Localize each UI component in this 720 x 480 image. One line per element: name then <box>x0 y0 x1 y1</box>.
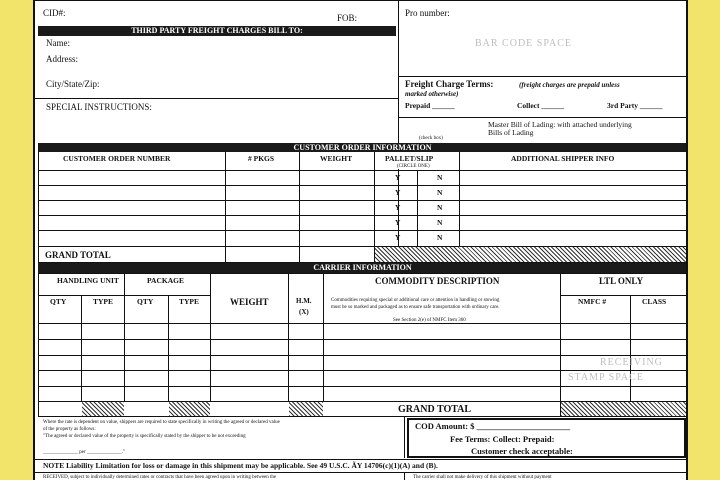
handling-qty-label: QTY <box>50 297 67 306</box>
pallet-choice-y[interactable]: Y <box>395 233 401 242</box>
prepaid-field[interactable]: Prepaid ______ <box>405 101 455 110</box>
third-party-field[interactable]: 3rd Party ______ <box>607 101 663 110</box>
pallet-choice-y[interactable]: Y <box>395 173 401 182</box>
city-state-zip-label: City/State/Zip: <box>46 79 100 89</box>
carrier-delivery-text: The carrier shall not make delivery of this shipment without payment <box>413 475 552 480</box>
fob-label: FOB: <box>337 13 358 23</box>
pro-number-label: Pro number: <box>405 8 450 18</box>
col-weight-text: WEIGHT <box>320 154 353 163</box>
pallet-choice-n[interactable]: N <box>437 173 443 182</box>
hazmat-label: H.M. <box>296 297 312 305</box>
package-type-total-hatch <box>169 402 210 416</box>
collect-field[interactable]: Collect ______ <box>517 101 564 110</box>
hazmat-total-hatch <box>289 402 323 416</box>
bill-of-lading-sheet <box>33 0 688 480</box>
freight-terms-note: (freight charges are prepaid unless <box>519 81 620 89</box>
nmfc-label: NMFC # <box>578 297 607 306</box>
cod-amount-field[interactable]: COD Amount: $ ______________________ <box>415 421 571 431</box>
receiving-stamp-space-2: STAMP SPACE <box>568 372 644 383</box>
received-text: RECEIVED, subject to individually determined rates or contracts that have been agreed upon in writing between the <box>43 475 277 480</box>
pallet-choice-n[interactable]: N <box>437 218 443 227</box>
handling-unit-label: HANDLING UNIT <box>57 276 119 285</box>
liability-note: NOTE Liability Limitation for loss or damage in this shipment may be applicable. See 49 U.S.C. ÃY 14706(c)(1)(A) and (B). <box>43 461 438 470</box>
handling-type-label: TYPE <box>93 297 114 306</box>
pallet-choice-y[interactable]: Y <box>395 218 401 227</box>
declared-value-note-3: "The agreed or declared value of the property is specifically stated by the shipper to be not exceeding <box>43 434 246 439</box>
address-label: Address: <box>46 54 78 64</box>
handling-type-total-hatch <box>82 402 124 416</box>
commodity-note-1: Commodities requiring special or additional care or attention in handling or stowing <box>331 298 500 303</box>
hazmat-x-label: (X) <box>299 308 309 316</box>
commodity-note-2: must be so marked and packaged as to ensure safe transportation with ordinary care. <box>331 305 500 310</box>
name-label: Name: <box>46 38 70 48</box>
declared-value-note-2: of the property as follows: <box>43 427 96 432</box>
customer-grand-total-label: GRAND TOTAL <box>45 250 111 260</box>
package-type-label: TYPE <box>179 297 200 306</box>
ltl-only-label: LTL ONLY <box>599 276 644 286</box>
ltl-total-hatch <box>561 402 686 416</box>
col-pkgs-text: # PKGS <box>248 154 275 163</box>
col-pallet-slip-text: PALLET/SLIP <box>385 154 434 163</box>
master-bol-label-2: Bills of Lading <box>488 128 534 137</box>
class-label: CLASS <box>642 297 667 306</box>
carrier-info-header: CARRIER INFORMATION <box>38 263 687 273</box>
master-bol-label: Master Bill of Lading: with attached underlying <box>488 120 632 129</box>
freight-terms-note-2: marked otherwise) <box>405 90 459 98</box>
freight-charge-terms-label: Freight Charge Terms: <box>405 79 494 89</box>
check-box-note: (check box) <box>419 136 443 141</box>
customer-order-header: CUSTOMER ORDER INFORMATION <box>38 143 687 152</box>
col-customer-order-number-text: CUSTOMER ORDER NUMBER <box>63 154 171 163</box>
declared-value-note-1: Where the rate is dependent on value, shippers are required to state specifically in writing the agreed or declared value <box>43 420 280 425</box>
fee-terms-label: Fee Terms: Collect: Prepaid: <box>450 434 555 444</box>
grand-total-hatched-area <box>375 247 686 262</box>
col-additional-shipper-info-text: ADDITIONAL SHIPPER INFO <box>511 154 615 163</box>
third-party-header: THIRD PARTY FREIGHT CHARGES BILL TO: <box>38 26 396 36</box>
pallet-choice-n[interactable]: N <box>437 188 443 197</box>
receiving-stamp-space: RECEIVING <box>600 357 663 368</box>
package-label: PACKAGE <box>147 276 184 285</box>
pallet-choice-n[interactable]: N <box>437 203 443 212</box>
declared-value-per-line[interactable]: ______________ per ______________." <box>43 450 126 455</box>
commodity-note-3: See Section 2(e) of NMFC Item 360 <box>393 318 466 323</box>
special-instructions-label: SPECIAL INSTRUCTIONS: <box>46 102 152 112</box>
cid-label: CID#: <box>43 8 66 18</box>
pallet-choice-y[interactable]: Y <box>395 188 401 197</box>
commodity-description-label: COMMODITY DESCRIPTION <box>375 276 500 286</box>
package-qty-label: QTY <box>137 297 154 306</box>
pallet-choice-y[interactable]: Y <box>395 203 401 212</box>
pallet-choice-n[interactable]: N <box>437 233 443 242</box>
circle-one-text: (CIRCLE ONE) <box>397 164 430 169</box>
barcode-space: BAR CODE SPACE <box>475 38 572 49</box>
carrier-weight-label: WEIGHT <box>230 297 269 307</box>
customer-check-label: Customer check acceptable: <box>471 446 573 456</box>
carrier-grand-total-label: GRAND TOTAL <box>398 404 472 415</box>
